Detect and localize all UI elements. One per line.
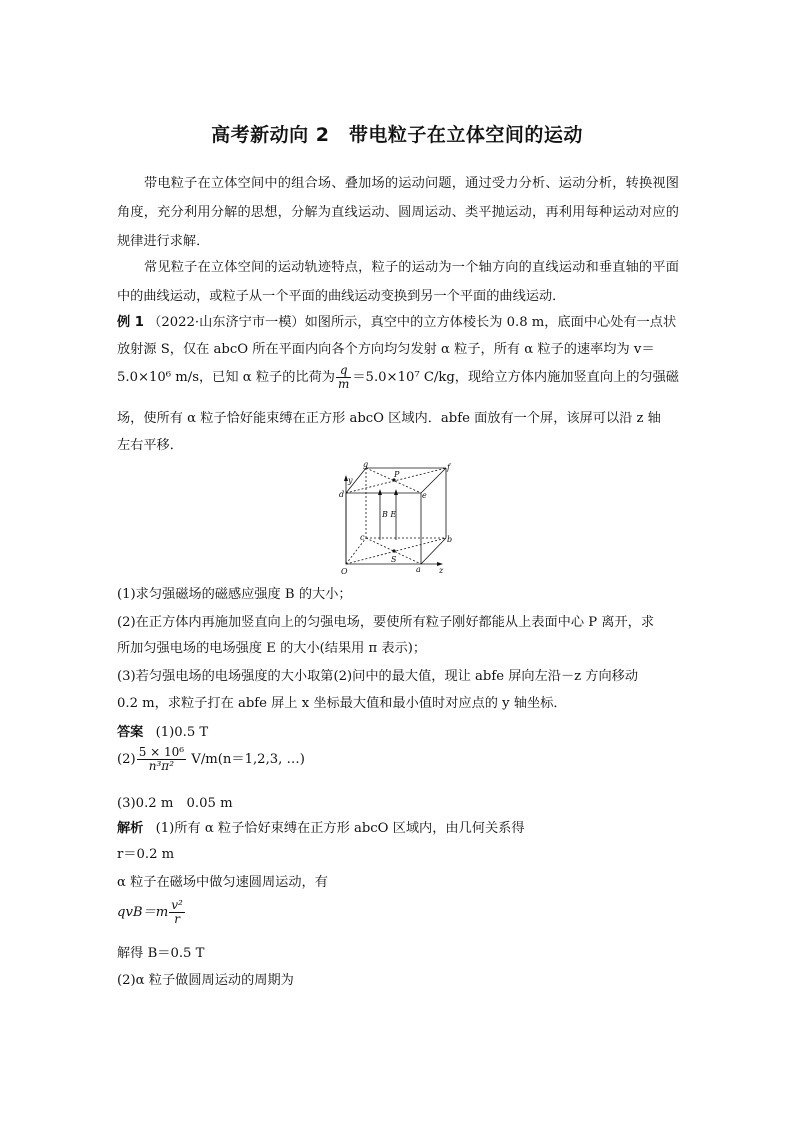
label-g: g	[363, 460, 369, 469]
label-f: f	[447, 463, 450, 472]
example-text-3b: ＝5.0×10⁷ C/kg，现给立方体内施加竖直向上的匀强磁	[352, 370, 679, 385]
analysis-equation-fraction	[169, 899, 185, 926]
analysis-text-1: (1)所有 α 粒子恰好束缚在正方形 abcO 区域内，由几何关系得	[155, 821, 525, 836]
example-source: （2022·山东济宁市一模）	[148, 315, 305, 330]
cube-edge-ab	[421, 538, 446, 564]
label-z: z	[439, 566, 444, 575]
answer-2-suffix: V/m(n＝1,2,3, …)	[191, 752, 305, 767]
example-line-3	[117, 364, 679, 391]
intro-paragraph-1: 带电粒子在立体空间中的组合场、叠加场的运动问题，通过受力分析、运动分析，转换视图角度，充分利用分解的思想，分解为直线运动、圆周运动、类平抛运动，再利用每种运动对应的规律进行求解．	[117, 176, 679, 249]
label-s: S	[391, 555, 397, 564]
analysis-equation-left: qvB＝m	[117, 905, 169, 920]
answer-line-1	[117, 721, 208, 740]
page-title: 高考新动向 2 带电粒子在立体空间的运动	[211, 124, 583, 146]
answer-2-numerator: 5 × 10⁶	[138, 745, 185, 759]
example-label: 例 1	[117, 315, 144, 330]
example-line-4: 场，使所有 α 粒子恰好能束缚在正方形 abcO 区域内．abfe 面放有一个屏，该屏可以沿 z 轴	[117, 411, 661, 426]
question-1: (1)求匀强磁场的磁感应强度 B 的大小；	[117, 587, 352, 602]
cube-figure	[336, 460, 460, 578]
label-be: B E	[382, 510, 397, 519]
analysis-line-4	[117, 899, 186, 926]
analysis-line-3: α 粒子在磁场中做匀速圆周运动，有	[117, 875, 328, 890]
question-2-line-1: (2)在正方体内再施加竖直向上的匀强电场，要使所有粒子刚好都能从上表面中心 P 离开，求	[117, 615, 655, 630]
label-p: P	[394, 470, 400, 479]
point-s	[392, 549, 395, 552]
example-line-2: 放射源 S，仅在 abcO 所在平面内向各个方向均匀发射 α 粒子，所有 α 粒子的速率均为 v＝	[117, 342, 655, 357]
example-line-1	[117, 311, 676, 330]
answer-line-2	[117, 746, 305, 773]
fraction-numerator: q	[336, 364, 351, 378]
analysis-numerator: v²	[171, 898, 183, 912]
fraction-denominator: m	[337, 377, 350, 391]
arrow-head-e	[394, 489, 398, 495]
analysis-denominator: r	[174, 912, 180, 926]
label-d: d	[339, 490, 345, 499]
question-3-line-1: (3)若匀强电场的电场强度的大小取第(2)问中的最大值，现让 abfe 屏向左沿－z 方向移动	[117, 669, 639, 684]
question-3-line-2: 0.2 m，求粒子打在 abfe 屏上 x 坐标最大值和最小值时对应点的 y 轴坐标．	[117, 696, 567, 711]
cube-edge-ef	[421, 468, 446, 493]
answer-2-fraction	[137, 746, 186, 773]
example-text-3a: 5.0×10⁶ m/s，已知 α 粒子的比荷为	[117, 370, 335, 385]
answer-2-denominator: n³π²	[148, 759, 175, 773]
label-b: b	[447, 535, 453, 544]
question-2-line-2: 所加匀强电场的电场强度 E 的大小(结果用 π 表示)；	[117, 641, 427, 656]
example-line-5: 左右平移．	[117, 438, 183, 453]
arrow-head-b	[378, 489, 382, 495]
example-text-1: 如图所示，真空中的立方体棱长为 0.8 m，底面中心处有一点状	[304, 315, 677, 330]
analysis-label: 解析	[117, 821, 144, 836]
answer-3: (3)0.2 m 0.05 m	[117, 796, 233, 811]
label-o: O	[341, 567, 348, 576]
answer-1: (1)0.5 T	[155, 725, 209, 740]
analysis-line-6: (2)α 粒子做圆周运动的周期为	[117, 973, 294, 988]
analysis-line-1	[117, 817, 525, 836]
analysis-line-2: r＝0.2 m	[117, 847, 175, 862]
answer-2-prefix: (2)	[117, 752, 136, 767]
cube-front-edges	[346, 493, 421, 564]
label-a: a	[416, 565, 421, 574]
analysis-line-5: 解得 B＝0.5 T	[117, 946, 205, 961]
label-c: c	[360, 533, 365, 542]
answer-label: 答案	[117, 725, 144, 740]
specific-charge-fraction	[336, 364, 351, 391]
label-y: y	[348, 476, 353, 485]
label-e: e	[422, 491, 427, 500]
intro-paragraph-2: 常见粒子在立体空间的运动轨迹特点，粒子的运动为一个轴方向的直线运动和垂直轴的平面中的曲线运动，或粒子从一个平面的曲线运动变换到另一个平面的曲线运动．	[117, 260, 679, 304]
